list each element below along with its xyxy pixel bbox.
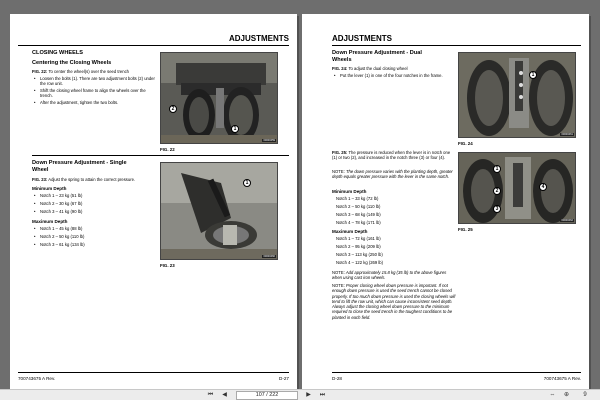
fig25-paragraph: FIG. 25: The pressure is reduced when the lever is in notch one (1) or two (2), and increased in the notch three (3) or four (4). xyxy=(332,150,451,161)
figure-23-caption: FIG. 23 xyxy=(160,263,175,268)
figure-25-image xyxy=(458,152,576,224)
footer-rule xyxy=(18,372,289,373)
page-number-field[interactable]: 107 / 222 xyxy=(236,391,298,400)
figure-25-caption: FIG. 25 xyxy=(458,227,473,232)
centering-step-2: • Shift the closing wheel frame to align the wheels over the trench. xyxy=(34,88,158,99)
section-title: ADJUSTMENTS xyxy=(228,34,289,43)
min-depth-item: • Notch 3 – 41 kg (90 lb) xyxy=(34,209,82,214)
footer-page-number: D-28 xyxy=(332,376,342,381)
min-depth-item: Notch 3 – 68 kg (149 lb) xyxy=(336,212,381,217)
note-cast-iron: NOTE: Add approximately 15.8 kg (35 lb) to the above figures when using cast iron wheels. xyxy=(332,270,447,281)
min-depth-item: • Notch 2 – 30 kg (67 lb) xyxy=(34,201,82,206)
fit-width-icon[interactable]: ⇔ xyxy=(549,392,556,398)
callout-2: 2 xyxy=(493,187,501,195)
header-rule xyxy=(18,45,289,46)
down-pressure-title: Down Pressure Adjustment - Single Wheel xyxy=(32,160,127,173)
note-depth: NOTE: The down pressure varies with the planting depth, greater depth equals greater pressure with the lever in the same notch. xyxy=(332,169,453,180)
callout-2: 2 xyxy=(169,105,177,113)
zoom-icon[interactable]: ⊕ xyxy=(563,392,570,398)
note-proper-pressure: NOTE: Proper closing wheel down pressure is important. If not enough down pressure is used the seed trench cannot be closed properly. If too much down pressure is used the closing wheels will tend to lift the row unit, which can cause inconsistent seed depth. Always adjust the closing wheel down pressure to the minimum required to close the seed trench in the toughest conditions to be planted in each field. xyxy=(332,283,456,320)
max-depth-item: Notch 2 – 95 kg (209 lb) xyxy=(336,244,381,249)
callout-1: 1 xyxy=(493,165,501,173)
previous-page-icon[interactable]: ◀ xyxy=(222,392,227,398)
min-depth-label: Minimum Depth xyxy=(332,189,367,194)
section-divider xyxy=(32,155,289,156)
figure-22-code: 00000459 xyxy=(263,139,275,142)
footer-doc-number: 700743675 A Rev. xyxy=(543,376,581,381)
min-depth-item: Notch 1 – 33 kg (72 lb) xyxy=(336,196,379,201)
callout-3: 3 xyxy=(493,205,501,213)
figure-25-code: 00000462 xyxy=(561,219,573,222)
min-depth-label: Minimum Depth xyxy=(32,186,67,191)
centering-step-1: • Loosen the bolts (1). There are two adjustment bolts (2) under the row unit. xyxy=(34,76,158,87)
dual-intro: FIG. 24: To adjust the dual closing wheel xyxy=(332,66,408,71)
callout-4: 4 xyxy=(539,183,547,191)
figure-23-image xyxy=(160,162,278,260)
footer-page-number: D-27 xyxy=(279,376,289,381)
viewer-toolbar xyxy=(0,389,600,400)
min-depth-item: • Notch 1 – 23 kg (51 lb) xyxy=(34,193,82,198)
header-rule xyxy=(332,45,581,46)
last-page-icon[interactable]: ⏭ xyxy=(319,392,326,398)
dual-title: Down Pressure Adjustment - Dual Wheels xyxy=(332,50,422,63)
next-page-icon[interactable]: ▶ xyxy=(306,392,311,398)
figure-22-image xyxy=(160,52,278,144)
min-depth-item: Notch 4 – 78 kg (171 lb) xyxy=(336,220,381,225)
figure-24-image xyxy=(458,52,576,138)
section-title: ADJUSTMENTS xyxy=(332,34,393,43)
down-pressure-intro: FIG. 23: Adjust the spring to attain the correct pressure. xyxy=(32,177,136,182)
dual-step-1: • Put the lever (1) in one of the four notches in the frame. xyxy=(334,73,456,78)
left-page xyxy=(10,14,297,389)
figure-24-code: 00000461 xyxy=(561,133,573,136)
max-depth-item: Notch 1 – 72 kg (161 lb) xyxy=(336,236,381,241)
footer-rule xyxy=(332,372,581,373)
figure-23-code: 00000460 xyxy=(263,255,275,258)
callout-1: 1 xyxy=(243,179,251,187)
max-depth-item: Notch 3 – 113 kg (250 lb) xyxy=(336,252,383,257)
min-depth-item: Notch 2 – 50 kg (110 lb) xyxy=(336,204,381,209)
centering-intro: FIG. 22: To center the wheel(s) over the seed trench xyxy=(32,69,129,74)
max-depth-item: Notch 4 – 122 kg (269 lb) xyxy=(336,260,384,265)
max-depth-item: • Notch 1 – 45 kg (88 lb) xyxy=(34,226,82,231)
max-depth-label: Maximum Depth xyxy=(332,229,368,234)
first-page-icon[interactable]: ⏮ xyxy=(207,392,214,398)
max-depth-item: • Notch 2 – 50 kg (110 lb) xyxy=(34,234,84,239)
right-page xyxy=(302,14,589,389)
centering-step-3: • After the adjustment, tighten the two bolts. xyxy=(34,100,158,105)
max-depth-label: Maximum Depth xyxy=(32,219,68,224)
callout-1: 1 xyxy=(529,71,537,79)
footer-doc-number: 700743675 A Rev. xyxy=(18,376,56,381)
figure-24-caption: FIG. 24 xyxy=(458,141,473,146)
subsection-title: CLOSING WHEELS xyxy=(32,50,83,56)
max-depth-item: • Notch 3 – 61 kg (134 lb) xyxy=(34,242,85,247)
centering-title: Centering the Closing Wheels xyxy=(32,60,112,66)
zoom-level[interactable]: 9 xyxy=(583,392,587,398)
figure-22-caption: FIG. 22 xyxy=(160,147,175,152)
callout-1: 1 xyxy=(231,125,239,133)
